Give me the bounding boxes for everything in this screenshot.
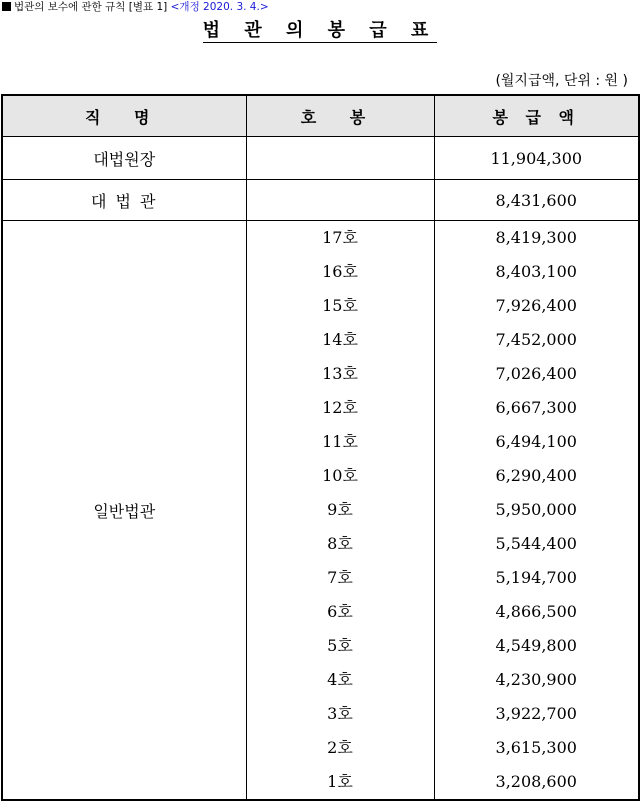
salary-item: 4,866,500 <box>495 602 577 621</box>
grade-column <box>246 221 434 801</box>
page-title-text: 법 관 의 봉 급 표 <box>202 20 438 41</box>
law-title: 법관의 보수에 관한 규칙 [별표 1] <box>14 1 168 13</box>
salary-item: 8,419,300 <box>495 228 577 247</box>
revision-link[interactable]: <개정 2020. 3. 4.> <box>170 1 269 13</box>
grade-item: 14호 <box>322 330 358 349</box>
salary-cell: 8,431,600 <box>434 180 639 221</box>
salary-item: 6,667,300 <box>495 398 577 417</box>
grade-cell <box>246 137 434 180</box>
salary-item: 4,549,800 <box>495 636 577 655</box>
salary-item: 7,452,000 <box>495 330 577 349</box>
grade-item: 12호 <box>322 398 358 417</box>
salary-column <box>434 221 639 801</box>
grade-item: 5호 <box>327 636 353 655</box>
table-row-general <box>2 221 639 801</box>
table-row <box>2 180 639 221</box>
salary-item: 8,403,100 <box>495 262 577 281</box>
grade-item: 17호 <box>322 228 358 247</box>
table-header-row <box>2 95 639 137</box>
salary-cell: 11,904,300 <box>434 137 639 180</box>
salary-item: 3,208,600 <box>495 772 577 791</box>
salary-item: 7,926,400 <box>495 296 577 315</box>
position-cell: 대법원장 <box>2 137 246 180</box>
grade-item: 8호 <box>327 534 353 553</box>
grade-item: 11호 <box>322 432 358 451</box>
header-salary: 봉 급 액 <box>434 95 639 137</box>
salary-item: 5,194,700 <box>495 568 577 587</box>
grade-cell <box>246 180 434 221</box>
salary-item: 6,494,100 <box>495 432 577 451</box>
salary-item: 5,544,400 <box>495 534 577 553</box>
position-cell: 대 법 관 <box>2 180 246 221</box>
grade-item: 7호 <box>327 568 353 587</box>
salary-item: 5,950,000 <box>495 500 577 519</box>
salary-item: 7,026,400 <box>495 364 577 383</box>
grade-item: 6호 <box>327 602 353 621</box>
grade-item: 15호 <box>322 296 358 315</box>
table-row <box>2 137 639 180</box>
salary-item: 6,290,400 <box>495 466 577 485</box>
grade-item: 16호 <box>322 262 358 281</box>
document-header <box>2 0 269 14</box>
grade-item: 1호 <box>327 772 353 791</box>
page-title <box>0 18 640 44</box>
grade-item: 10호 <box>322 466 358 485</box>
salary-item: 3,615,300 <box>495 738 577 757</box>
grade-item: 9호 <box>327 500 353 519</box>
header-position: 직 명 <box>2 95 246 137</box>
grade-item: 3호 <box>327 704 353 723</box>
salary-item: 4,230,900 <box>495 670 577 689</box>
unit-note: (월지급액, 단위 : 원 ) <box>495 73 628 89</box>
grade-item: 2호 <box>327 738 353 757</box>
grade-item: 13호 <box>322 364 358 383</box>
square-bullet-icon <box>2 2 11 11</box>
salary-item: 3,922,700 <box>495 704 577 723</box>
position-cell-general: 일반법관 <box>2 221 246 801</box>
salary-table <box>1 94 640 801</box>
header-grade: 호 봉 <box>246 95 434 137</box>
grade-item: 4호 <box>327 670 353 689</box>
